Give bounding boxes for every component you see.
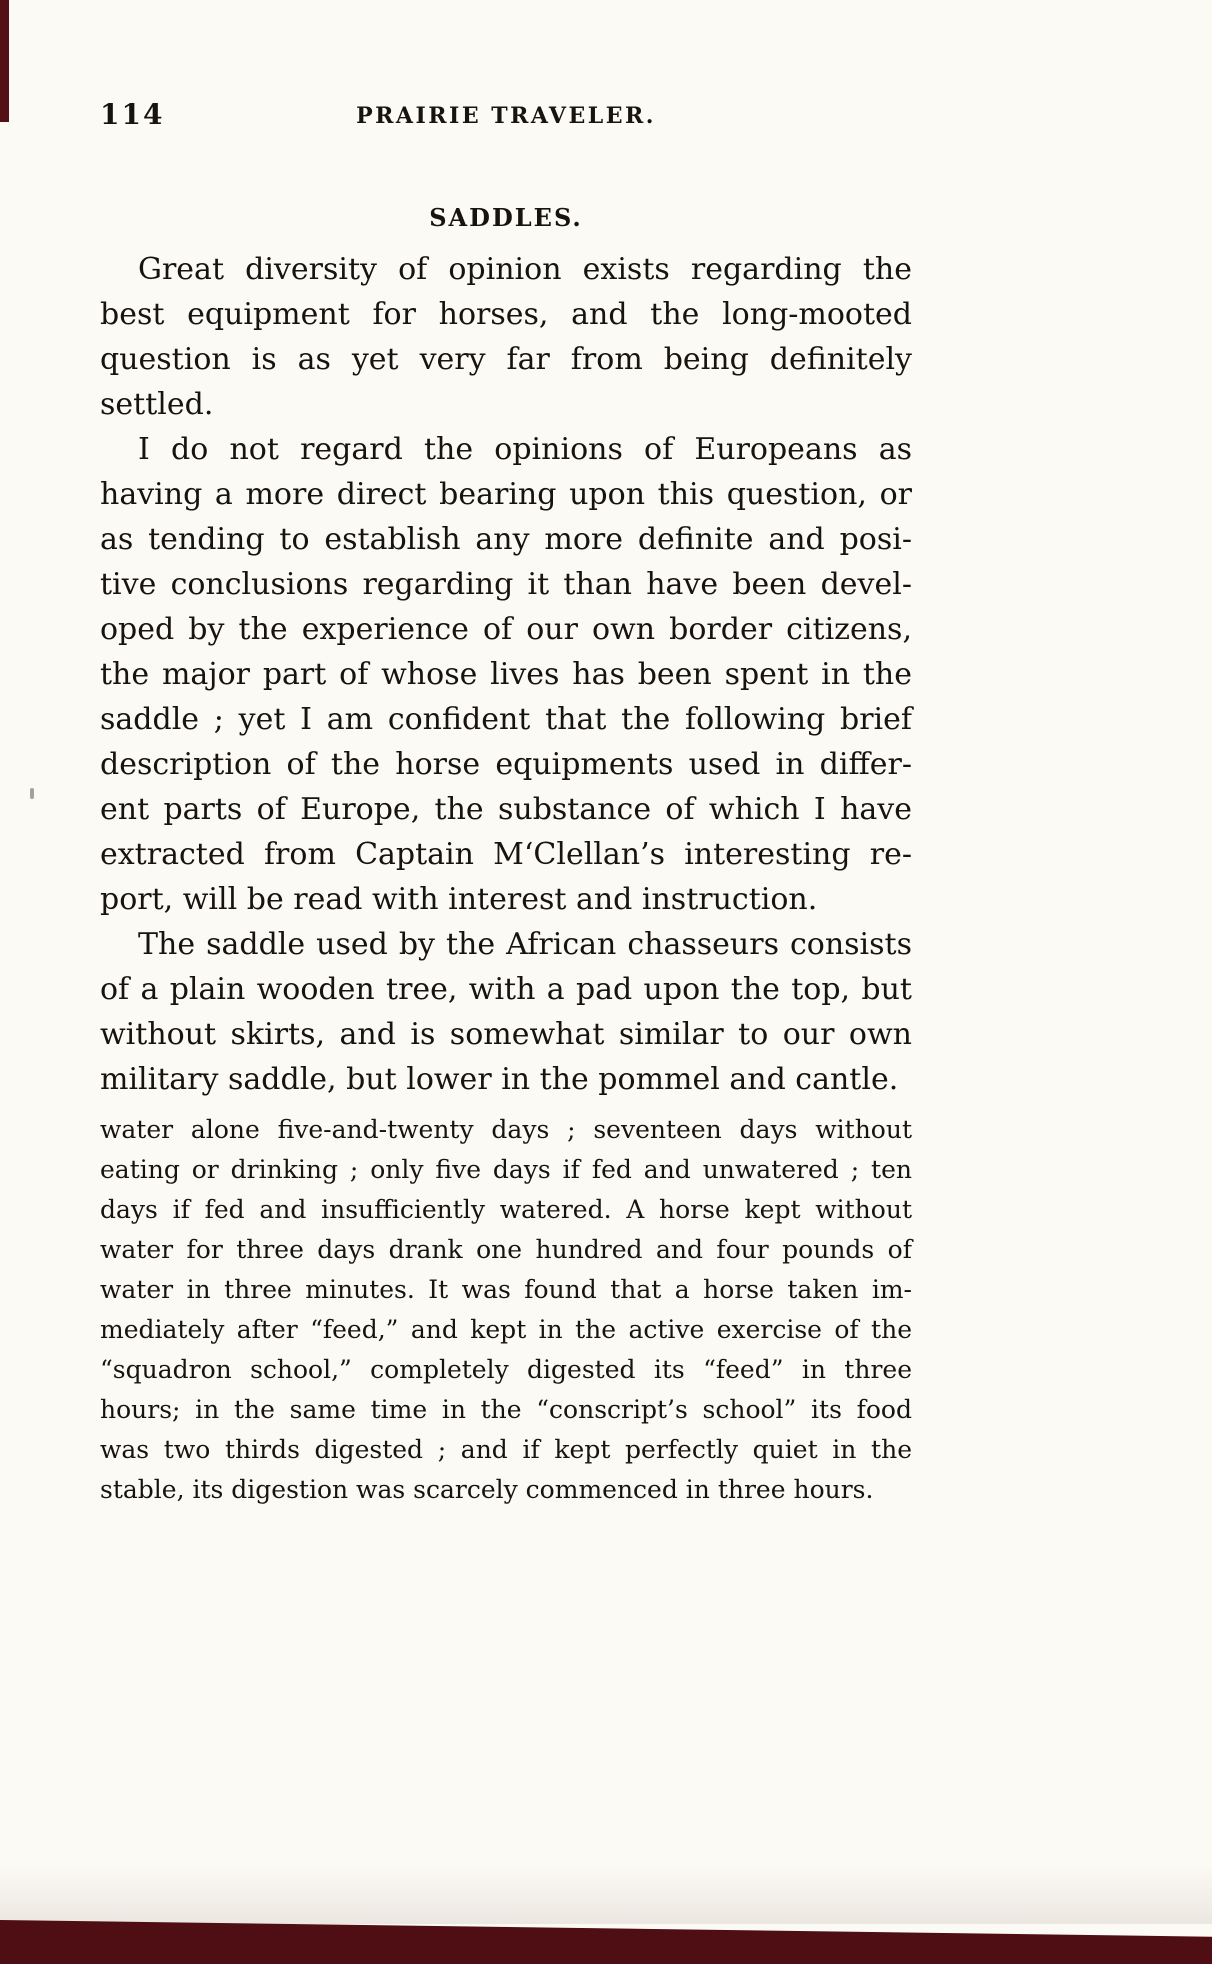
paragraph (100, 922, 912, 1102)
body-text-line: extracted from Captain M‘Clellan’s interesting re- (100, 837, 912, 872)
body-text-line: ent parts of Europe, the substance of which I have (100, 792, 912, 827)
book-cover-edge-bottom (0, 1920, 1212, 1964)
body-text-line: having a more direct bearing upon this question, or (100, 477, 912, 512)
body-text-line: the major part of whose lives has been spent in the (100, 657, 912, 692)
footnote-line: days if fed and insufficiently watered. A horse kept without (100, 1195, 912, 1224)
body-text-line: description of the horse equipments used in differ- (100, 747, 912, 782)
footnote-line: water for three days drank one hundred and four pounds of (100, 1235, 912, 1264)
body-text-line: of a plain wooden tree, with a pad upon the top, but (100, 972, 912, 1007)
book-cover-edge-left (0, 0, 9, 122)
footnote (100, 1110, 912, 1510)
body-text-line: best equipment for horses, and the long-mooted (100, 297, 912, 332)
body-text-line: I do not regard the opinions of Europeans as (138, 432, 912, 467)
footnote-line: water in three minutes. It was found that a horse taken im- (100, 1275, 912, 1304)
body-text-line: as tending to establish any more definite and posi- (100, 522, 912, 557)
text-block (100, 247, 912, 1510)
ink-smudge (30, 788, 34, 799)
footnote-line: water alone five-and-twenty days ; seventeen days without (100, 1115, 912, 1144)
running-header-title: PRAIRIE TRAVELER. (356, 103, 656, 129)
running-head (100, 98, 912, 132)
body-text (100, 247, 912, 1102)
body-text-line: The saddle used by the African chasseurs consists (138, 927, 912, 962)
body-text-line: Great diversity of opinion exists regarding the (138, 252, 912, 287)
footnote-line: eating or drinking ; only five days if fed and unwatered ; ten (100, 1155, 912, 1184)
paragraph (100, 427, 912, 922)
body-text-line: without skirts, and is somewhat similar to our own (100, 1017, 912, 1052)
footnote-line: was two thirds digested ; and if kept perfectly quiet in the (100, 1435, 912, 1464)
footnote-line: stable, its digestion was scarcely commenced in three hours. (100, 1475, 874, 1504)
body-text-line: saddle ; yet I am confident that the following brief (100, 702, 912, 737)
body-text-line: tive conclusions regarding it than have been devel- (100, 567, 912, 602)
page-number: 114 (100, 98, 165, 131)
paragraph (100, 247, 912, 427)
body-text-line: settled. (100, 387, 214, 422)
page-bottom-shading (0, 1864, 1212, 1924)
footnote-line: mediately after “feed,” and kept in the active exercise of the (100, 1315, 912, 1344)
body-text-line: military saddle, but lower in the pommel and cantle. (100, 1062, 899, 1097)
body-text-line: question is as yet very far from being definitely (100, 342, 912, 377)
body-text-line: port, will be read with interest and instruction. (100, 882, 818, 917)
section-title: SADDLES. (429, 203, 583, 232)
footnote-line: “squadron school,” completely digested its “feed” in three (100, 1355, 912, 1384)
body-text-line: oped by the experience of our own border citizens, (100, 612, 912, 647)
footnote-line: hours; in the same time in the “conscript’s school” its food (100, 1395, 912, 1424)
